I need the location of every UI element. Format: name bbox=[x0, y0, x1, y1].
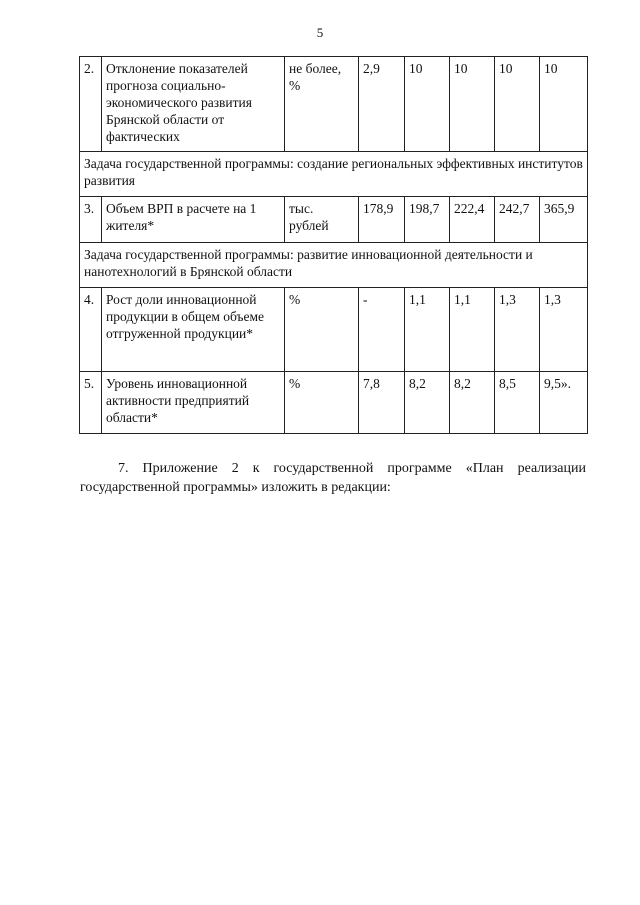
value-cell: 365,9 bbox=[540, 197, 588, 243]
value-cell: 10 bbox=[540, 57, 588, 152]
indicator-row bbox=[80, 57, 588, 152]
table-body bbox=[80, 57, 588, 434]
row-number: 3. bbox=[80, 197, 102, 243]
value-cell: 1,1 bbox=[405, 288, 450, 372]
value-cell: 242,7 bbox=[495, 197, 540, 243]
indicator-name: Рост доли инновационной продукции в общем объеме отгруженной продукции* bbox=[102, 288, 285, 372]
value-cell: 8,5 bbox=[495, 372, 540, 434]
task-title: Задача государственной программы: создание региональных эффективных институтов развития bbox=[80, 152, 588, 197]
value-cell: 10 bbox=[405, 57, 450, 152]
unit: тыс. рублей bbox=[285, 197, 359, 243]
value-cell: - bbox=[359, 288, 405, 372]
value-cell: 1,3 bbox=[540, 288, 588, 372]
row-number: 4. bbox=[80, 288, 102, 372]
task-row bbox=[80, 152, 588, 197]
value-cell: 7,8 bbox=[359, 372, 405, 434]
indicator-name: Отклонение показателей прогноза социально-экономического развития Брянской области от фактических bbox=[102, 57, 285, 152]
value-cell: 178,9 bbox=[359, 197, 405, 243]
unit: не более, % bbox=[285, 57, 359, 152]
value-cell: 10 bbox=[495, 57, 540, 152]
value-cell: 9,5». bbox=[540, 372, 588, 434]
indicators-table bbox=[79, 56, 588, 434]
indicator-name: Объем ВРП в расчете на 1 жителя* bbox=[102, 197, 285, 243]
row-number: 5. bbox=[80, 372, 102, 434]
indicator-row bbox=[80, 372, 588, 434]
value-cell: 8,2 bbox=[405, 372, 450, 434]
indicator-row bbox=[80, 288, 588, 372]
value-cell: 222,4 bbox=[450, 197, 495, 243]
amendment-paragraph: 7. Приложение 2 к государственной программе «План реализации государственной программы» изложить в редакции: bbox=[80, 461, 586, 495]
task-title: Задача государственной программы: развитие инновационной деятельности и нанотехнологий в Брянской области bbox=[80, 243, 588, 288]
value-cell: 8,2 bbox=[450, 372, 495, 434]
row-number: 2. bbox=[80, 57, 102, 152]
value-cell: 1,3 bbox=[495, 288, 540, 372]
value-cell: 198,7 bbox=[405, 197, 450, 243]
value-cell: 2,9 bbox=[359, 57, 405, 152]
unit: % bbox=[285, 288, 359, 372]
value-cell: 1,1 bbox=[450, 288, 495, 372]
indicator-row bbox=[80, 197, 588, 243]
indicator-name: Уровень инновационной активности предприятий области* bbox=[102, 372, 285, 434]
task-row bbox=[80, 243, 588, 288]
page-number: 5 bbox=[316, 25, 324, 40]
unit: % bbox=[285, 372, 359, 434]
value-cell: 10 bbox=[450, 57, 495, 152]
